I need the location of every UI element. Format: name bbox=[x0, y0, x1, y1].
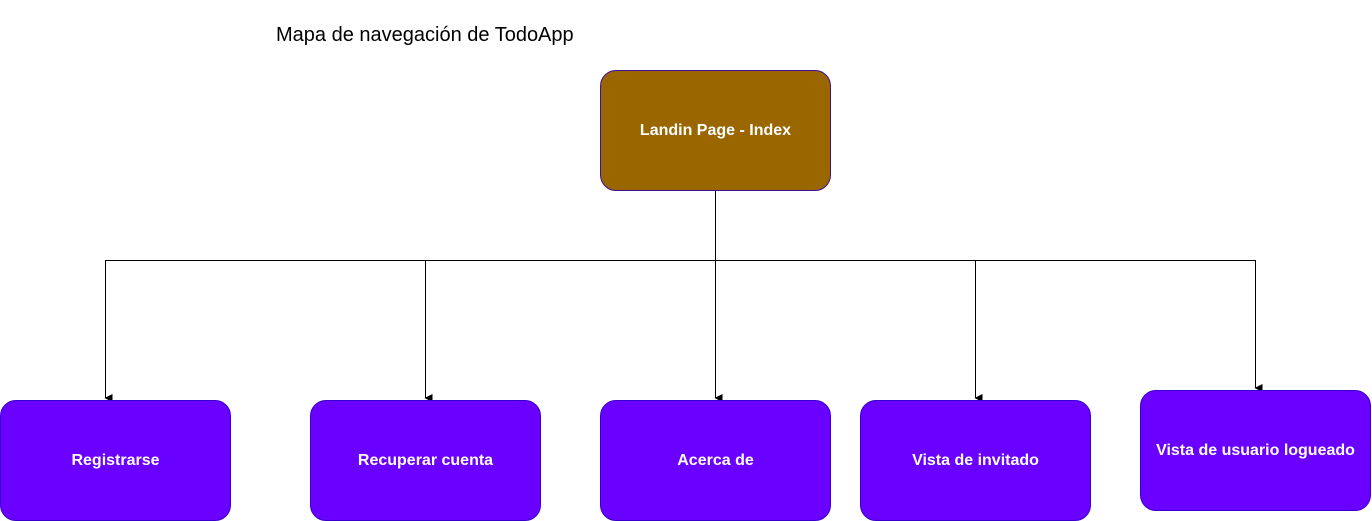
node-acerca-de-label: Acerca de bbox=[677, 451, 754, 469]
node-recuperar-cuenta[interactable] bbox=[310, 400, 541, 521]
node-landing-page-label: Landin Page - Index bbox=[639, 121, 792, 139]
node-landing-page[interactable] bbox=[600, 70, 831, 191]
node-vista-de-invitado[interactable] bbox=[860, 400, 1091, 521]
node-recuperar-cuenta-label: Recuperar cuenta bbox=[357, 451, 494, 469]
node-acerca-de[interactable] bbox=[600, 400, 831, 521]
diagram-title: Mapa de navegación de TodoApp bbox=[276, 24, 574, 46]
node-registrarse[interactable] bbox=[0, 400, 231, 521]
node-vista-de-invitado-label: Vista de invitado bbox=[912, 451, 1039, 469]
node-vista-de-usuario-logueado[interactable] bbox=[1140, 390, 1371, 511]
node-registrarse-label: Registrarse bbox=[71, 451, 160, 469]
node-vista-de-usuario-logueado-label: Vista de usuario logueado bbox=[1156, 441, 1355, 459]
